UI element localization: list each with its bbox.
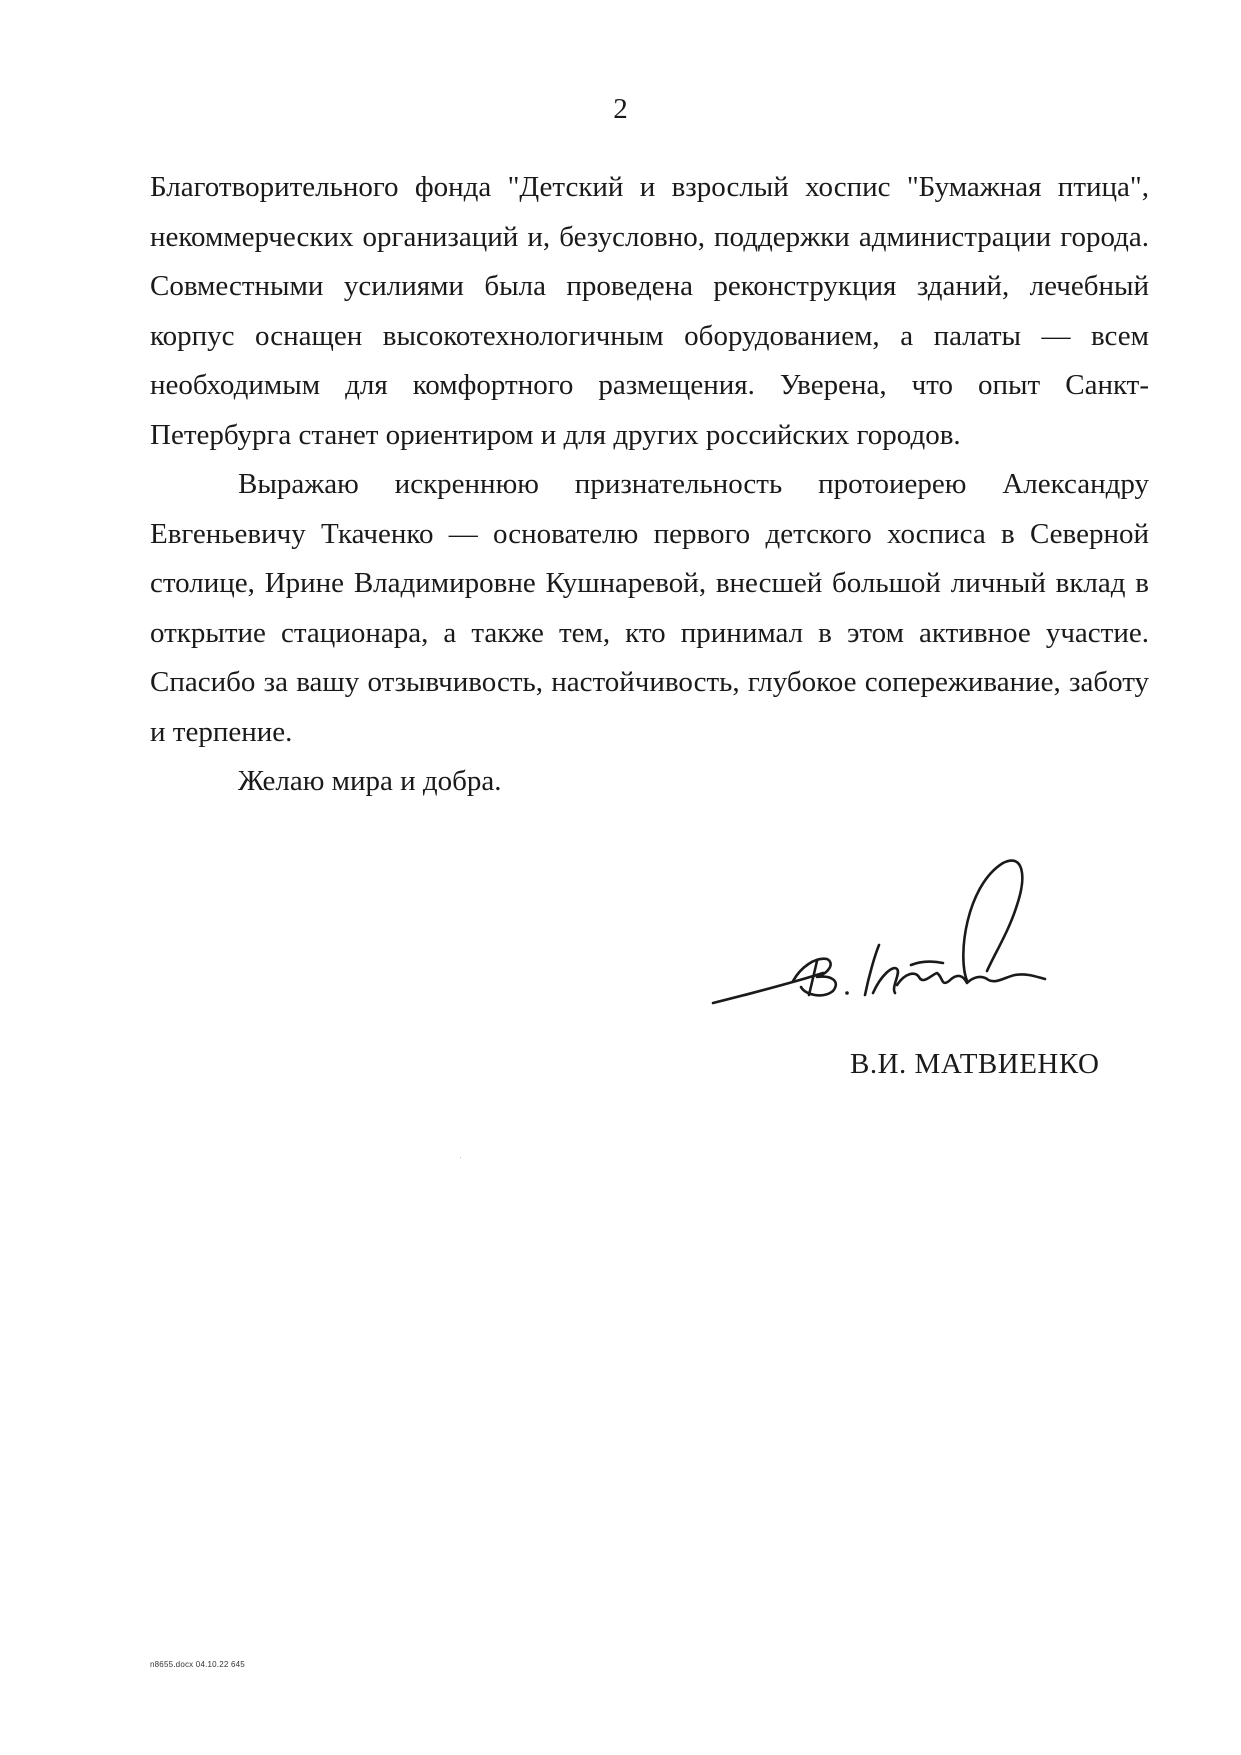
- scan-artifact: [460, 1157, 461, 1158]
- signer-name: В.И. МАТВИЕНКО: [850, 1048, 1100, 1080]
- paragraph-1: Благотворительного фонда "Детский и взрослый хоспис "Бумажная птица", некоммерческих организаций и, безусловно, поддержки администрации города. Совместными усилиями была проведена реконструкция зданий, лечебный корпус оснащен высокотехнологичным оборудованием, а палаты — всем необходимым для комфортного размещения. Уверена, что опыт Санкт-Петербурга станет ориентиром и для других российских городов.: [150, 171, 1149, 451]
- paragraph-2: Выражаю искреннюю признательность протоиерею Александру Евгеньевичу Ткаченко — основателю первого детского хосписа в Северной столице, Ирине Владимировне Кушнаревой, внесшей большой личный вклад в открытие стационара, а также тем, кто принимал в этом активное участие. Спасибо за вашу отзывчивость, настойчивость, глубокое сопереживание, заботу и терпение.: [150, 468, 1149, 748]
- letter-body: [150, 163, 1149, 807]
- page-number: 2: [613, 93, 628, 125]
- handwritten-signature: [705, 845, 1085, 1015]
- paragraph-3: Желаю мира и добра.: [238, 765, 502, 797]
- document-footer-code: n8655.docx 04.10.22 645: [150, 1660, 245, 1669]
